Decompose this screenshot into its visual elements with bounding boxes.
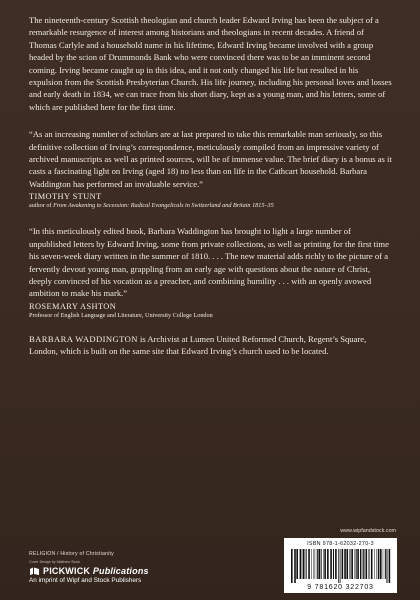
barcode-bar [362, 549, 363, 579]
barcode-bar [333, 549, 334, 579]
barcode-bar [303, 549, 305, 579]
barcode-bar [300, 549, 302, 579]
affiliation-prefix: author of [29, 202, 54, 210]
barcode-bar [385, 549, 386, 579]
barcode-bar [350, 549, 351, 579]
publisher-imprint: An imprint of Wipf and Stock Publishers [29, 577, 142, 584]
isbn-label: ISBN 978-1-62032-270-3 [307, 541, 374, 547]
barcode-bar [386, 549, 387, 583]
barcode-bar [308, 549, 310, 579]
barcode-bars [290, 549, 391, 583]
barcode-bar [324, 549, 326, 579]
barcode-bar [314, 549, 315, 579]
barcode-bar [315, 549, 316, 579]
barcode-bar [291, 549, 293, 583]
endorser-name: TIMOTHY STUNT [29, 192, 102, 202]
publisher-block [29, 566, 189, 584]
publisher-name-bold: PICKWICK [43, 566, 91, 576]
barcode-bar [366, 549, 368, 579]
publisher-name-italic: Publications [92, 566, 149, 576]
author-bio-text: is Archivist at Lumen United Reformed Church, Regent’s Square, London, which is built on the same site that Edward Irving’s church used to be located. [29, 333, 367, 357]
endorsement-quote: “In this meticulously edited book, Barbara Waddington has brought to light a large number of unpublished letters by Edward Irving, some from private collections, as well as printing for the first time his seven-week diary written in the summer of 1810. . . . The new material adds richly to the picture of a fervently devout young man, grappling from an early age with questions about the nature of Christ, deeply convinced of his vocation as a preacher, and combining humility . . . with an openly avowed ambition to make his mark.” [29, 226, 389, 299]
barcode-bar [355, 549, 356, 579]
barcode-bar [317, 549, 318, 579]
barcode-bar [318, 549, 320, 579]
publisher-website: www.wipfandstock.com [340, 528, 396, 534]
endorser-affiliation: Professor of English Language and Literature, University College London [29, 311, 213, 319]
barcode-bar [369, 549, 370, 579]
barcode-bar [344, 549, 346, 579]
barcode-bar [306, 549, 307, 579]
book-description: The nineteenth-century Scottish theologian and church leader Edward Irving has been the subject of a remarkable resurgence of interest among historians and theologians in recent decades. A friend of Thomas Carlyle and a household name in his lifetime, Edward Irving became involved with a group headed by the scion of Drummonds Bank who were convinced there was to be an imminent second coming. Irving became caught up in this idea, and it not only changed his life but resulted in his expulsion from the Scottish Presbyterian Church. His life journey, including his personal loves and losses and early death in 1834, we can trace from his short diary, kept as a young man, and his letters, some of which are published here for the first time. [29, 15, 392, 112]
barcode-bar [340, 549, 341, 583]
endorsement-stunt [29, 128, 393, 210]
author-name: BARBARA WADDINGTON [29, 333, 138, 344]
barcode-bar [294, 549, 296, 583]
barcode-bar [383, 549, 384, 579]
endorser-affiliation [29, 202, 393, 210]
subject-category: RELIGION / History of Christianity [29, 551, 114, 557]
barcode-bar [357, 549, 359, 579]
barcode-bar [360, 549, 361, 579]
barcode-bar [374, 549, 375, 579]
barcode-bar [371, 549, 373, 579]
barcode-bar [335, 549, 337, 579]
isbn-barcode [284, 538, 397, 593]
barcode-bar [330, 549, 332, 579]
publisher-logo [29, 566, 189, 576]
barcode-bar [321, 549, 322, 579]
cover-design-credit: Cover Design by Matthew Stock [29, 560, 81, 564]
barcode-bar [380, 549, 382, 579]
barcode-bar [363, 549, 364, 579]
barcode-bar [302, 549, 303, 579]
endorsement-ashton [29, 225, 393, 319]
barcode-bar [323, 549, 324, 579]
back-cover-text [29, 14, 393, 358]
barcode-bar [327, 549, 329, 579]
barcode-bar [296, 549, 298, 579]
barcode-bar [351, 549, 353, 579]
endorsement-quote: “As an increasing number of scholars are at last prepared to take this remarkable man seriously, so this definitive collection of Irving’s correspondence, meticulously compiled from an impressive variety of archived manuscripts as well as printed sources, will be of immense value. The brief diary is a bonus as it casts a fascinating light on Irving (aged 18) no less than on life in the Cathcart household. Barbara Waddington has performed an invaluable service.” [29, 129, 392, 189]
pickwick-logo-icon [29, 567, 40, 576]
barcode-bar [349, 549, 350, 579]
barcode-bar [356, 549, 357, 579]
affiliation-work: From Awakening to Secession: Radical Evangelicals in Switzerland and Britain 1815–35 [53, 202, 274, 210]
publisher-name [43, 566, 149, 576]
author-bio [29, 333, 393, 358]
barcode-bar [378, 549, 380, 579]
barcode-digits: 9 781620 322703 [307, 584, 374, 591]
barcode-bar [311, 549, 312, 579]
barcode-bar [389, 549, 391, 583]
barcode-bar [342, 549, 344, 579]
barcode-bar [368, 549, 369, 579]
barcode-bar [364, 549, 365, 579]
barcode-bar [376, 549, 377, 579]
endorser-name: ROSEMARY ASHTON [29, 301, 117, 311]
barcode-bar [346, 549, 348, 579]
barcode-bar [338, 549, 339, 583]
